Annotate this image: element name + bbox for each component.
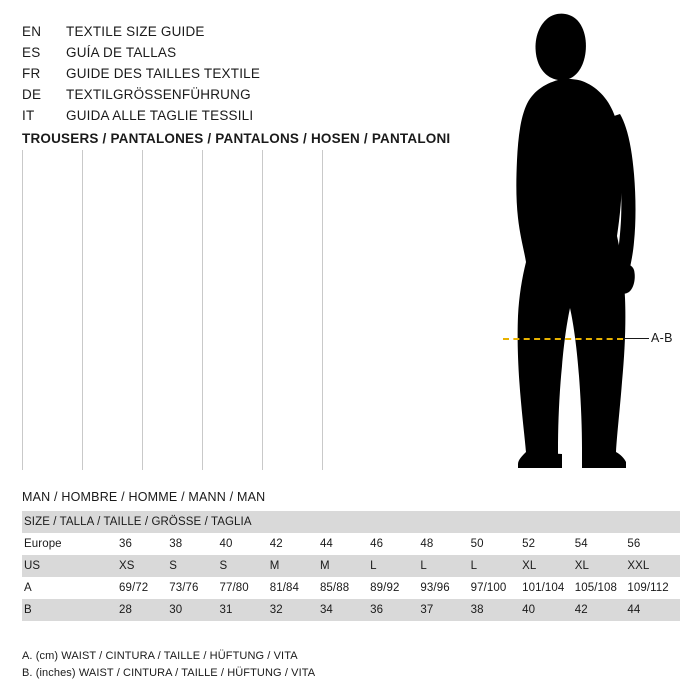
table-row — [22, 533, 680, 555]
male-silhouette-icon — [470, 10, 670, 480]
language-text-de: TEXTILGRÖSSENFÜHRUNG — [66, 87, 251, 102]
language-row-es — [22, 45, 462, 66]
waist-measure-label: A-B — [651, 331, 673, 345]
garment-category-title: TROUSERS / PANTALONES / PANTALONS / HOSEN / PANTALONI — [22, 131, 451, 146]
cell: 105/108 — [575, 577, 628, 599]
cell: 101/104 — [522, 577, 575, 599]
language-code-es: ES — [22, 45, 41, 60]
cell: 93/96 — [420, 577, 470, 599]
cell: 54 — [575, 533, 628, 555]
row-label: Europe — [22, 533, 119, 555]
cell: 81/84 — [270, 577, 320, 599]
language-row-en — [22, 24, 462, 45]
cell: 31 — [219, 599, 269, 621]
language-text-en: TEXTILE SIZE GUIDE — [66, 24, 205, 39]
illustration-area — [0, 150, 700, 470]
cell: 73/76 — [169, 577, 219, 599]
size-table — [22, 511, 680, 621]
waist-measure-line — [503, 338, 623, 340]
language-code-de: DE — [22, 87, 42, 102]
table-row — [22, 599, 680, 621]
language-code-fr: FR — [22, 66, 41, 81]
cell: 109/112 — [627, 577, 680, 599]
footnote-b: B. (inches) WAIST / CINTURA / TAILLE / HÜFTUNG / VITA — [22, 667, 316, 679]
language-list — [22, 24, 462, 129]
cell: XXL — [627, 555, 680, 577]
cell: 52 — [522, 533, 575, 555]
cell: 77/80 — [219, 577, 269, 599]
language-code-it: IT — [22, 108, 35, 123]
cell: 36 — [370, 599, 420, 621]
grid-line — [322, 150, 323, 470]
cell: 40 — [522, 599, 575, 621]
grid-line — [22, 150, 23, 470]
table-row — [22, 577, 680, 599]
cell: 46 — [370, 533, 420, 555]
language-row-fr — [22, 66, 462, 87]
language-row-de — [22, 87, 462, 108]
language-row-it — [22, 108, 462, 129]
cell: 38 — [471, 599, 522, 621]
cell: 85/88 — [320, 577, 370, 599]
language-text-fr: GUIDE DES TAILLES TEXTILE — [66, 66, 261, 81]
cell: 40 — [219, 533, 269, 555]
cell: 50 — [471, 533, 522, 555]
language-text-es: GUÍA DE TALLAS — [66, 45, 177, 60]
row-label: B — [22, 599, 119, 621]
cell: 36 — [119, 533, 169, 555]
row-label: US — [22, 555, 119, 577]
cell: L — [420, 555, 470, 577]
cell: 42 — [270, 533, 320, 555]
grid-line — [202, 150, 203, 470]
cell: S — [169, 555, 219, 577]
row-label: A — [22, 577, 119, 599]
grid-line — [142, 150, 143, 470]
size-table-area — [22, 490, 680, 621]
cell: 89/92 — [370, 577, 420, 599]
cell: XS — [119, 555, 169, 577]
cell: 44 — [627, 599, 680, 621]
language-code-en: EN — [22, 24, 42, 39]
cell: M — [320, 555, 370, 577]
cell: L — [471, 555, 522, 577]
cell: 56 — [627, 533, 680, 555]
table-group-title: MAN / HOMBRE / HOMME / MANN / MAN — [22, 490, 266, 504]
cell: L — [370, 555, 420, 577]
cell: 32 — [270, 599, 320, 621]
cell: 42 — [575, 599, 628, 621]
cell: M — [270, 555, 320, 577]
table-header-label: SIZE / TALLA / TAILLE / GRÖSSE / TAGLIA — [22, 511, 680, 533]
cell: 38 — [169, 533, 219, 555]
cell: 37 — [420, 599, 470, 621]
table-row — [22, 555, 680, 577]
cell: 28 — [119, 599, 169, 621]
cell: 69/72 — [119, 577, 169, 599]
grid-line — [262, 150, 263, 470]
cell: 34 — [320, 599, 370, 621]
footnote-a: A. (cm) WAIST / CINTURA / TAILLE / HÜFTUNG / VITA — [22, 650, 298, 662]
cell: 97/100 — [471, 577, 522, 599]
waist-measure-leader — [623, 338, 649, 339]
cell: 30 — [169, 599, 219, 621]
table-header-row — [22, 511, 680, 533]
cell: S — [219, 555, 269, 577]
language-text-it: GUIDA ALLE TAGLIE TESSILI — [66, 108, 254, 123]
cell: 44 — [320, 533, 370, 555]
grid-line — [82, 150, 83, 470]
footnotes — [22, 648, 315, 682]
cell: XL — [522, 555, 575, 577]
cell: 48 — [420, 533, 470, 555]
cell: XL — [575, 555, 628, 577]
